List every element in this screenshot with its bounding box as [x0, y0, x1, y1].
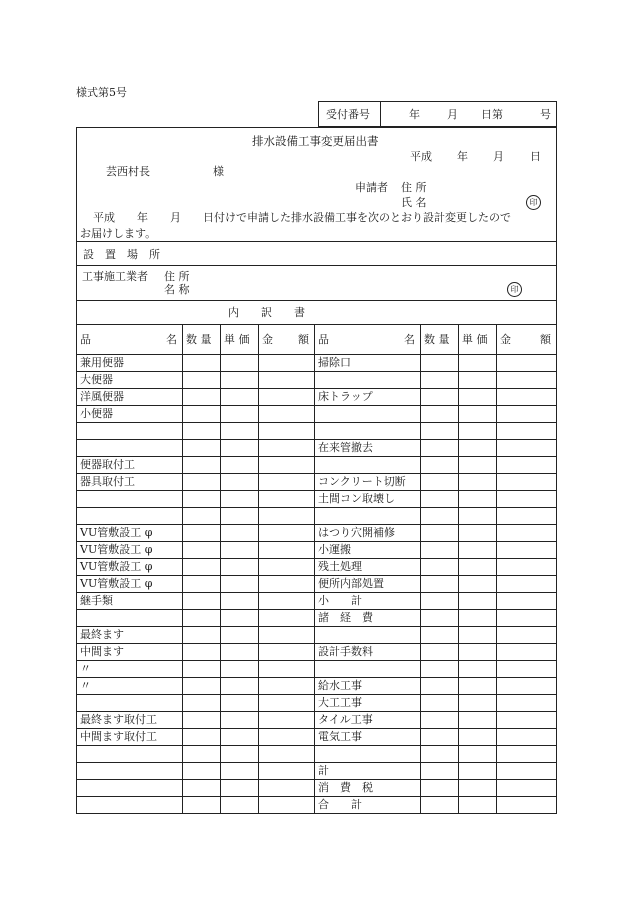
table-cell: [459, 695, 497, 712]
table-cell: [221, 372, 259, 389]
table-cell: [421, 576, 459, 593]
table-cell: [497, 423, 557, 440]
right-item-name: 電気工事: [315, 729, 421, 746]
left-item-name: VU管敷設工 φ: [77, 542, 183, 559]
right-item-name: 合 計: [315, 797, 421, 814]
right-item-name: [315, 457, 421, 474]
table-cell: [459, 389, 497, 406]
table-cell: [183, 644, 221, 661]
table-cell: [459, 712, 497, 729]
table-cell: [183, 746, 221, 763]
table-cell: [497, 780, 557, 797]
table-cell: [259, 576, 315, 593]
right-item-name: 大工工事: [315, 695, 421, 712]
table-cell: [259, 729, 315, 746]
table-cell: [259, 542, 315, 559]
table-cell: [183, 678, 221, 695]
table-cell: [183, 797, 221, 814]
table-row: [77, 457, 557, 474]
table-cell: [259, 508, 315, 525]
table-cell: [421, 355, 459, 372]
table-cell: [221, 542, 259, 559]
table-cell: [459, 559, 497, 576]
table-cell: [221, 780, 259, 797]
table-cell: [459, 593, 497, 610]
right-item-name: [315, 746, 421, 763]
right-item-name: [315, 661, 421, 678]
left-item-name: [77, 508, 183, 525]
table-cell: [497, 593, 557, 610]
right-item-name: 床トラップ: [315, 389, 421, 406]
table-cell: [183, 661, 221, 678]
table-cell: [183, 576, 221, 593]
table-cell: [183, 355, 221, 372]
table-cell: [459, 423, 497, 440]
table-cell: [421, 389, 459, 406]
table-cell: [421, 797, 459, 814]
table-cell: [221, 712, 259, 729]
right-item-name: 給水工事: [315, 678, 421, 695]
table-cell: [497, 491, 557, 508]
table-cell: [497, 763, 557, 780]
table-cell: [421, 746, 459, 763]
table-row: [77, 474, 557, 491]
table-cell: [221, 440, 259, 457]
item-name-header: 品 名: [315, 325, 421, 355]
table-cell: [421, 491, 459, 508]
breakdown-title: 内 訳 書: [228, 306, 305, 319]
table-row: [77, 406, 557, 423]
table-cell: [77, 797, 183, 814]
amount-header: 金 額: [497, 325, 557, 355]
table-row: [77, 593, 557, 610]
table-row: [77, 423, 557, 440]
right-item-name: 便所内部処置: [315, 576, 421, 593]
table-cell: [421, 525, 459, 542]
table-row: [77, 508, 557, 525]
table-cell: [459, 355, 497, 372]
applicant-address-label: 住 所: [401, 181, 427, 194]
table-cell: [421, 423, 459, 440]
left-item-name: 小便器: [77, 406, 183, 423]
left-item-name: [77, 423, 183, 440]
table-row: [77, 644, 557, 661]
table-cell: [259, 610, 315, 627]
table-cell: [421, 712, 459, 729]
right-item-name: 設計手数料: [315, 644, 421, 661]
table-cell: [259, 491, 315, 508]
date-month: 月: [493, 150, 504, 163]
left-item-name: 〃: [77, 661, 183, 678]
table-cell: [221, 729, 259, 746]
receipt-number-suffix: 号: [540, 108, 551, 121]
date-year: 年: [457, 150, 468, 163]
table-cell: [459, 746, 497, 763]
table-cell: [459, 508, 497, 525]
right-item-name: 残土処理: [315, 559, 421, 576]
seal-mark-icon: 印: [526, 195, 541, 210]
table-cell: [221, 508, 259, 525]
table-cell: [221, 763, 259, 780]
notice-box: [76, 127, 557, 325]
table-cell: [421, 763, 459, 780]
table-cell: [221, 491, 259, 508]
table-row: [77, 763, 557, 780]
receipt-year: 年: [409, 108, 420, 121]
table-row: [77, 797, 557, 814]
table-row: [77, 491, 557, 508]
table-cell: [221, 644, 259, 661]
unit-price-header: 単 価: [221, 325, 259, 355]
item-name-header: 品 名: [77, 325, 183, 355]
table-cell: [459, 576, 497, 593]
table-cell: [497, 440, 557, 457]
table-cell: [259, 559, 315, 576]
table-cell: [259, 678, 315, 695]
table-cell: [259, 525, 315, 542]
table-cell: [221, 525, 259, 542]
table-cell: [459, 627, 497, 644]
table-cell: [497, 627, 557, 644]
table-cell: [459, 763, 497, 780]
breakdown-table: [76, 324, 557, 814]
table-cell: [497, 797, 557, 814]
installation-site-label: 設 置 場 所: [83, 248, 160, 261]
right-item-name: はつり穴開補修: [315, 525, 421, 542]
table-cell: [497, 644, 557, 661]
table-cell: [259, 763, 315, 780]
left-item-name: 中間ます取付工: [77, 729, 183, 746]
right-item-name: 小運搬: [315, 542, 421, 559]
table-cell: [421, 695, 459, 712]
table-row: [77, 627, 557, 644]
table-cell: [497, 576, 557, 593]
table-cell: [259, 627, 315, 644]
table-cell: [221, 559, 259, 576]
table-cell: [497, 678, 557, 695]
page-title: 排水設備工事変更届出書: [252, 134, 379, 148]
quantity-header: 数 量: [183, 325, 221, 355]
table-cell: [421, 678, 459, 695]
table-row: [77, 678, 557, 695]
applicant-label: 申請者: [355, 181, 388, 194]
table-cell: [259, 797, 315, 814]
table-cell: [421, 729, 459, 746]
table-cell: [421, 474, 459, 491]
receipt-day-number: 日第: [481, 108, 503, 121]
table-cell: [421, 610, 459, 627]
table-row: [77, 372, 557, 389]
table-cell: [459, 406, 497, 423]
table-cell: [221, 474, 259, 491]
left-item-name: 兼用便器: [77, 355, 183, 372]
table-cell: [497, 542, 557, 559]
table-row: [77, 729, 557, 746]
right-item-name: 諸 経 費: [315, 610, 421, 627]
table-cell: [497, 457, 557, 474]
right-item-name: 計: [315, 763, 421, 780]
table-cell: [421, 627, 459, 644]
table-cell: [221, 457, 259, 474]
table-cell: [221, 593, 259, 610]
table-cell: [459, 644, 497, 661]
date-era: 平成: [410, 150, 432, 163]
table-cell: [259, 457, 315, 474]
right-item-name: [315, 508, 421, 525]
left-item-name: 中間ます: [77, 644, 183, 661]
table-row: [77, 440, 557, 457]
left-item-name: VU管敷設工 φ: [77, 559, 183, 576]
table-cell: [221, 355, 259, 372]
table-cell: [459, 610, 497, 627]
table-cell: [183, 559, 221, 576]
table-cell: [421, 372, 459, 389]
left-item-name: 器具取付工: [77, 474, 183, 491]
right-item-name: [315, 627, 421, 644]
table-cell: [183, 525, 221, 542]
left-item-name: 便器取付工: [77, 457, 183, 474]
right-item-name: タイル工事: [315, 712, 421, 729]
right-item-name: 土間コン取壊し: [315, 491, 421, 508]
receipt-month: 月: [447, 108, 458, 121]
contractor-name-label: 名 称: [164, 283, 190, 296]
table-row: [77, 559, 557, 576]
right-item-name: コンクリート切断: [315, 474, 421, 491]
table-cell: [421, 780, 459, 797]
left-item-name: 大便器: [77, 372, 183, 389]
table-cell: [421, 559, 459, 576]
right-item-name: [315, 423, 421, 440]
table-cell: [497, 525, 557, 542]
table-cell: [183, 389, 221, 406]
contractor-address-label: 住 所: [164, 270, 190, 283]
table-row: [77, 355, 557, 372]
right-item-name: [315, 372, 421, 389]
left-item-name: 最終ます取付工: [77, 712, 183, 729]
table-cell: [183, 474, 221, 491]
table-row: [77, 542, 557, 559]
table-cell: [183, 627, 221, 644]
left-item-name: [77, 491, 183, 508]
table-row: [77, 695, 557, 712]
right-item-name: 消 費 税: [315, 780, 421, 797]
table-row: [77, 525, 557, 542]
left-item-name: 洋風便器: [77, 389, 183, 406]
quantity-header: 数 量: [421, 325, 459, 355]
table-cell: [259, 372, 315, 389]
table-cell: [259, 661, 315, 678]
table-cell: [497, 746, 557, 763]
table-cell: [183, 763, 221, 780]
table-cell: [259, 593, 315, 610]
table-cell: [183, 457, 221, 474]
table-cell: [259, 440, 315, 457]
table-row: [77, 712, 557, 729]
notice-body-line-2: お届けします。: [80, 227, 157, 240]
table-cell: [259, 746, 315, 763]
table-cell: [497, 508, 557, 525]
table-cell: [183, 372, 221, 389]
form-number: 様式第5号: [76, 86, 127, 99]
table-cell: [497, 712, 557, 729]
right-item-name: [315, 406, 421, 423]
table-row: [77, 661, 557, 678]
receipt-number-label: 受付番号: [326, 108, 370, 121]
table-cell: [497, 610, 557, 627]
table-cell: [183, 712, 221, 729]
table-cell: [259, 474, 315, 491]
table-cell: [497, 695, 557, 712]
table-cell: [221, 661, 259, 678]
table-cell: [459, 440, 497, 457]
table-cell: [221, 423, 259, 440]
table-cell: [459, 780, 497, 797]
table-cell: [221, 576, 259, 593]
notice-body-line-1: 平成 年 月 日付けで申請した排水設備工事を次のとおり設計変更したので: [93, 211, 511, 224]
table-cell: [221, 627, 259, 644]
table-cell: [497, 406, 557, 423]
table-cell: [183, 729, 221, 746]
table-cell: [421, 457, 459, 474]
table-cell: [459, 542, 497, 559]
left-item-name: VU管敷設工 φ: [77, 525, 183, 542]
applicant-name-label: 氏 名: [401, 196, 427, 209]
table-cell: [183, 780, 221, 797]
table-cell: [497, 661, 557, 678]
table-cell: [459, 457, 497, 474]
right-item-name: 掃除口: [315, 355, 421, 372]
table-cell: [259, 695, 315, 712]
table-cell: [497, 559, 557, 576]
table-cell: [459, 797, 497, 814]
left-item-name: [77, 746, 183, 763]
table-cell: [459, 678, 497, 695]
contractor-label: 工事施工業者: [82, 270, 148, 283]
table-cell: [221, 695, 259, 712]
table-cell: [497, 355, 557, 372]
table-cell: [183, 491, 221, 508]
addressee: 芸西村長: [106, 165, 150, 178]
table-cell: [183, 610, 221, 627]
left-item-name: 最終ます: [77, 627, 183, 644]
table-cell: [259, 780, 315, 797]
table-row: [77, 746, 557, 763]
table-cell: [259, 423, 315, 440]
left-item-name: [77, 780, 183, 797]
table-cell: [183, 440, 221, 457]
table-cell: [259, 644, 315, 661]
table-cell: [459, 661, 497, 678]
table-cell: [259, 389, 315, 406]
left-item-name: [77, 440, 183, 457]
amount-header: 金 額: [259, 325, 315, 355]
table-cell: [221, 797, 259, 814]
table-cell: [221, 746, 259, 763]
left-item-name: 継手類: [77, 593, 183, 610]
table-cell: [421, 542, 459, 559]
table-cell: [183, 593, 221, 610]
table-cell: [259, 406, 315, 423]
left-item-name: [77, 763, 183, 780]
table-row: [77, 610, 557, 627]
table-cell: [421, 644, 459, 661]
table-cell: [221, 678, 259, 695]
contractor-seal-icon: 印: [507, 282, 522, 297]
table-cell: [421, 440, 459, 457]
left-item-name: 〃: [77, 678, 183, 695]
table-cell: [497, 372, 557, 389]
table-cell: [459, 491, 497, 508]
table-cell: [459, 729, 497, 746]
table-row: [77, 389, 557, 406]
table-cell: [497, 389, 557, 406]
table-cell: [259, 712, 315, 729]
right-item-name: 在来管撤去: [315, 440, 421, 457]
table-cell: [183, 695, 221, 712]
table-cell: [221, 610, 259, 627]
left-item-name: [77, 610, 183, 627]
left-item-name: VU管敷設工 φ: [77, 576, 183, 593]
right-item-name: 小 計: [315, 593, 421, 610]
unit-price-header: 単 価: [459, 325, 497, 355]
addressee-honorific: 様: [213, 165, 224, 178]
table-cell: [497, 474, 557, 491]
table-cell: [421, 661, 459, 678]
table-cell: [421, 406, 459, 423]
table-cell: [183, 423, 221, 440]
table-cell: [497, 729, 557, 746]
table-cell: [183, 508, 221, 525]
table-cell: [421, 593, 459, 610]
table-cell: [459, 474, 497, 491]
table-cell: [183, 406, 221, 423]
table-cell: [459, 525, 497, 542]
table-row: [77, 576, 557, 593]
table-cell: [459, 372, 497, 389]
table-header-row: [77, 325, 557, 355]
date-day: 日: [530, 150, 541, 163]
table-row: [77, 780, 557, 797]
table-cell: [421, 508, 459, 525]
table-cell: [259, 355, 315, 372]
table-cell: [183, 542, 221, 559]
left-item-name: [77, 695, 183, 712]
table-cell: [221, 389, 259, 406]
table-cell: [221, 406, 259, 423]
